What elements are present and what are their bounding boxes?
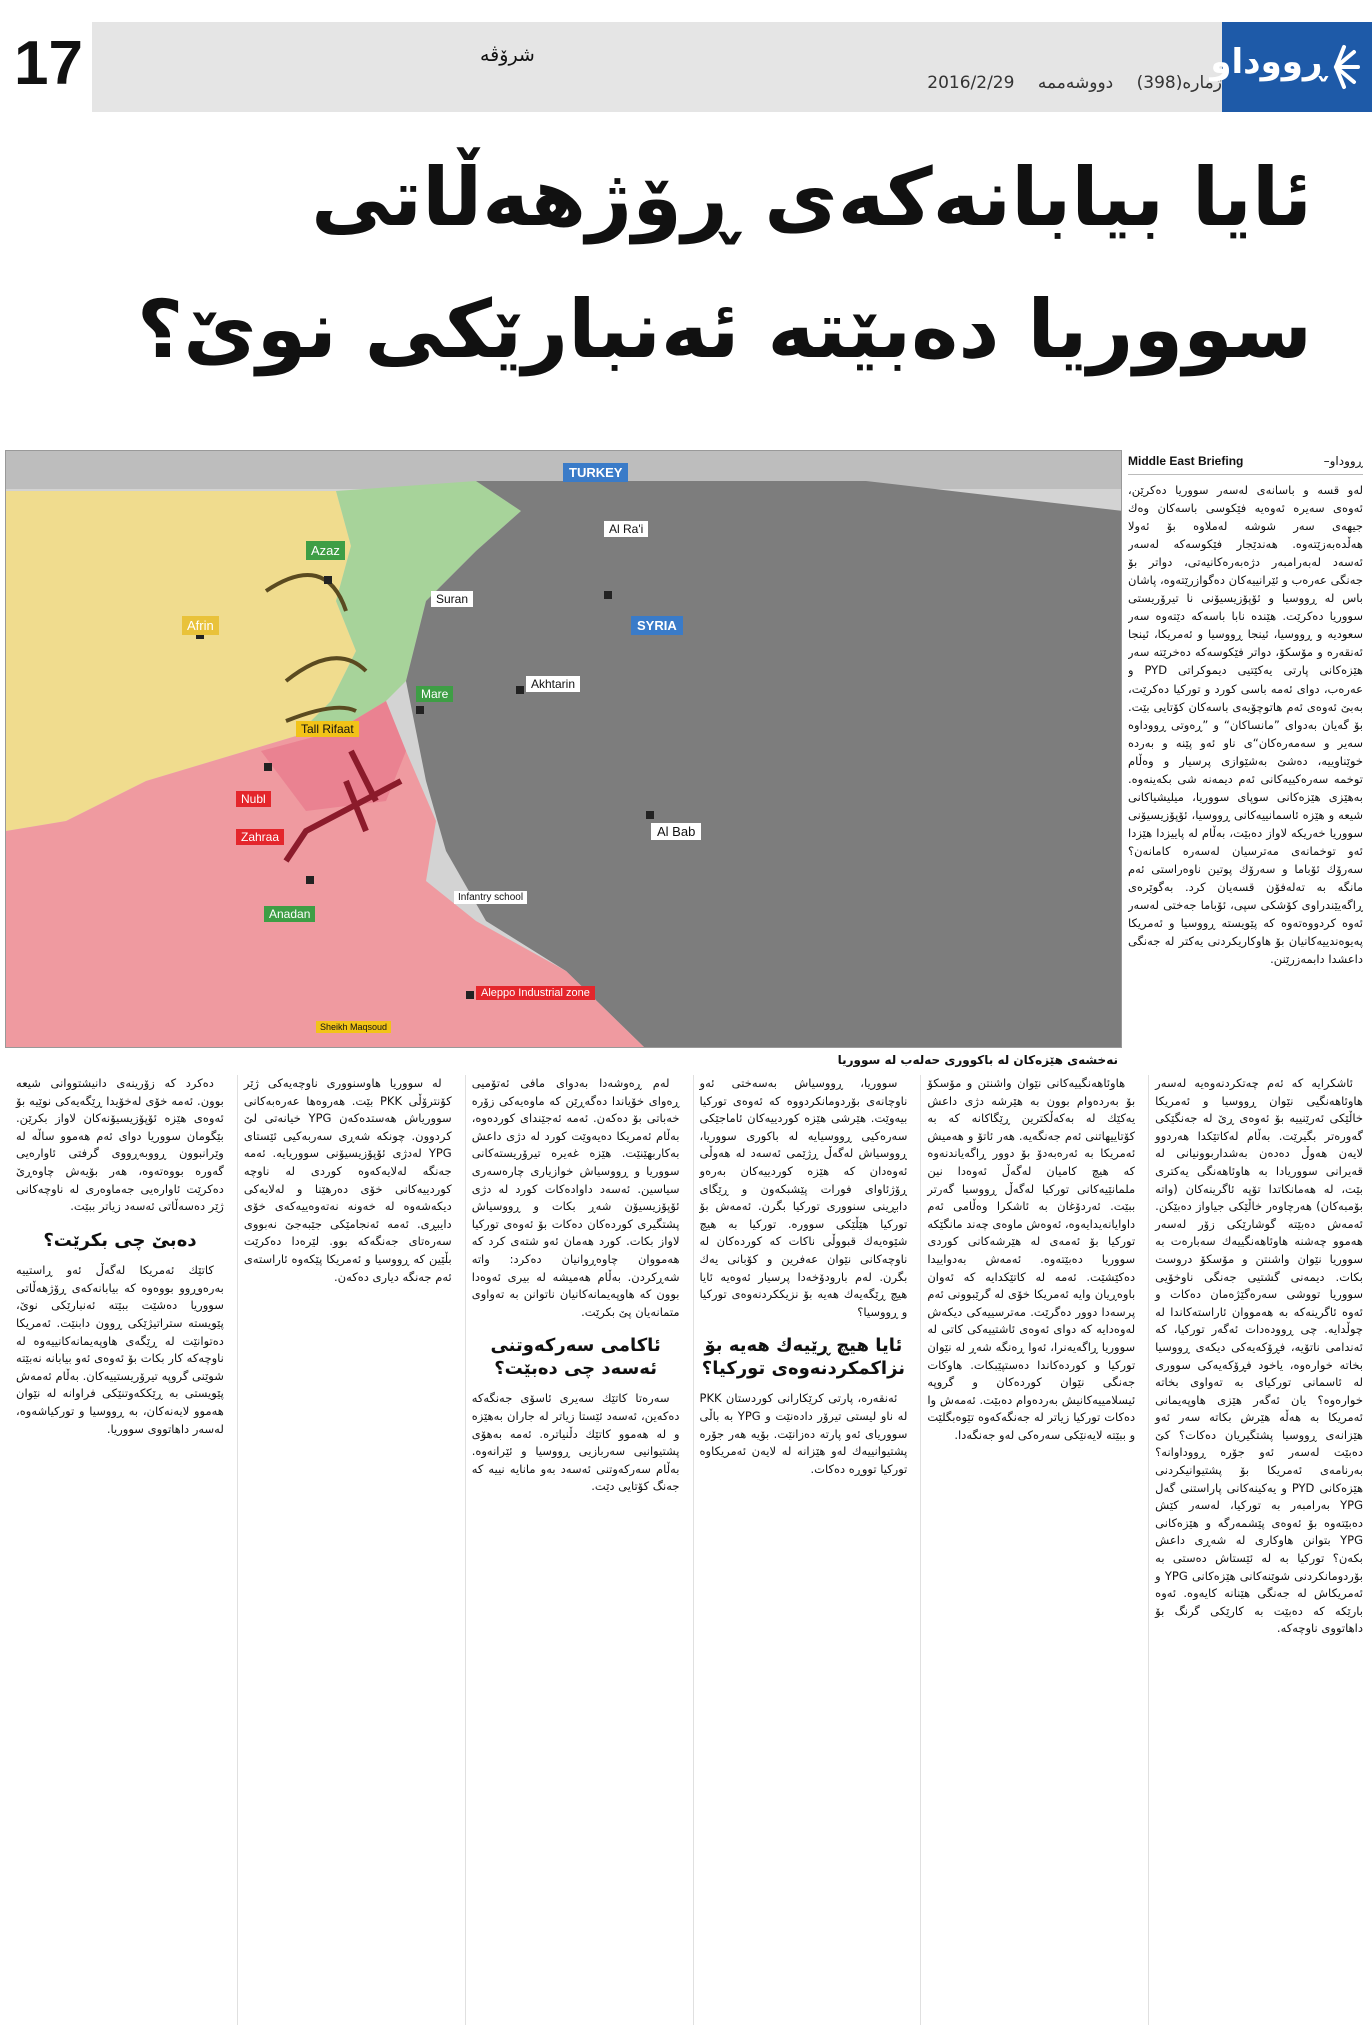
author-label: ڕووداو– bbox=[1323, 454, 1363, 468]
article-column-1 bbox=[1148, 1075, 1363, 2025]
subheading: ئایا هیچ ڕێیەك هەیە بۆ نزاكمكردنەوەی توركیا؟ bbox=[701, 1335, 906, 1379]
issue-date: 2016/2/29 bbox=[927, 73, 1015, 93]
paragraph: لە سووریا هاوسنووری ناوچەیەكی ژێر كۆنترۆڵی PKK بێت. هەروەها عەرەبەكانی سووریاش هەستدەكەن YPG خیانەتی لێ كردوون. چونكە شەڕی سەربەكیی ئێستای YPG لەدژی ئۆپۆزیسیۆنی سووریایە. ئەمە جەنگە لەلایەكەوە كوردی لە ناوچە كوردییەكانی خۆی دەرهێنا و لەلایەكی دیكەشەوە لە خەونە نەتەوەییەكەی خۆی دایبڕی. ئەمە ئەنجامێكی جێبەجێ نەبووی سەرەتای جەنگەكە بوو. لێرەدا دەكرێت بڵێین كە ڕووسیا و ئەمریكا پێكەوە ئاراستەی ئەم جەنگە دیاری دەكەن. bbox=[243, 1076, 452, 1284]
page-number: 17 bbox=[14, 29, 83, 98]
map-label-afrin: Afrin bbox=[182, 616, 219, 635]
article-column-3 bbox=[693, 1075, 908, 2025]
map-label-akhtarin: Akhtarin bbox=[526, 676, 580, 692]
map-label-turkey: TURKEY bbox=[563, 463, 628, 482]
paragraph: دەكرد كە زۆرینەی دانیشتووانی شیعە بوون. ئەمە خۆی لەخۆیدا ڕێگەیەكی نوێیە بۆ ئەوەی هێزە ئۆپۆزیسیۆنەكان لاواز بكرێن. بێگومان سووریا دوای ئەم هەموو ساڵە لە وێرانبوون ڕووبەڕووی گرفتی ئاوارەیی گەورە بووەتەوە، هەر بۆیەش چاوەڕێ دەكرێت ئاوارەیی جەماوەری لە ناوچەكانی ژێر دەسەڵاتی ئەسەد زیاتر ببێت. bbox=[16, 1076, 224, 1214]
map-caption: نەخشەی هێزەكان لە باكووری حەلەب لە سووریا bbox=[837, 1053, 1118, 1067]
map-figure bbox=[5, 450, 1122, 1048]
map-label-al-rai: Al Ra'i bbox=[604, 521, 648, 537]
paragraph: هاوئاهەنگییەكانی نێوان واشنتن و مۆسكۆ بۆ بەردەوام بوون بە هێرشە دژی داعش یەكێك لە بەكەڵكترین ڕێگاكانە كە بە كۆتاییهاتنی ئەم جەنگەیە. هەر ئاتۆ و هەمیش ئەمریكا بە ئەرەبەدۆ بۆ دوور ڕاگەیاندنەوە كە هیچ كامیان لەگەڵ ئەوەدا نین ملمانێیەكانی توركیا لەگەڵ ڕووسیا گەرتر ببێت. ئەردۆغان بە ئاشكرا وەڵامی ئەم داوایانەیدایەوە، ئەوەش ماوەی چەند مانگێكە توركیا بۆ ئەمەی لە هێرشەكانی كوردی سووریا دەبێتەوە. ئەمەش بەدواییدا دەكێشێت. ئەمە لە كاتێكدایە كە ئەوان باوەڕیان وایە ئەمریكا خۆی لە گرێبوونی ئەم پرسەدا دوور دەگرێت. مەترسییەكی دیكەش لەوەدایە كە دوای ئەوەی ئاشتییەكی كاتی لە سووریا ڕاگەیەنرا، ئەوا ڕەنگە شەڕ لە نێوان توركیا و كوردەكاندا دەستپێبكات. هاوكات جەنگی نێوان كوردەكان و گروپە ئیسلامییەكانیش بەردەوام دەبێت. ئەمەش وا دەكات توركیا زیاتر لە جەنگەكەوە تێوەبگلێت و ببێتە لایەنێكی سەرەكی لەو جەنگەدا. bbox=[927, 1076, 1136, 1442]
rudaw-logo bbox=[1210, 22, 1372, 112]
subheading: دەبێ چی بكرێت؟ bbox=[43, 1229, 197, 1251]
map-label-infantry-school: Infantry school bbox=[454, 891, 527, 904]
headline-line-1: ئایا بیابانەكەی ڕۆژهەڵاتی bbox=[311, 151, 1312, 244]
article-column-6 bbox=[10, 1075, 224, 2025]
sunburst-icon bbox=[1328, 44, 1364, 90]
article-column-4 bbox=[465, 1075, 680, 2025]
map-label-zahraa: Zahraa bbox=[236, 829, 284, 845]
map-label-azaz: Azaz bbox=[306, 541, 345, 560]
section-label: شرۆڤە bbox=[480, 44, 535, 66]
map-label-suran: Suran bbox=[431, 591, 473, 607]
intro-column bbox=[1128, 450, 1363, 1048]
source-label: Middle East Briefing bbox=[1128, 454, 1244, 468]
map-label-anadan: Anadan bbox=[264, 906, 315, 922]
logo-text: ڕووداو bbox=[1210, 42, 1326, 82]
paragraph: ئاشكرایە كە ئەم چەتكردنەوەیە لەسەر هاوئاهەنگیی نێوان ڕووسیا و ئەمریكا خاڵێكی ئەرێنییە بۆ ئەوەی ڕێ لە جەنگێكی گەورەتر بگیرێت. بەڵام لەكاتێكدا هەردوو لایەن هەوڵ دەدەن بەشداربوونیانی لە قەیرانی سووریادا بە هاوئاهەنگی یەكتری بێت، لە هەمانكاتدا تۆپە ئاگرینەكان (واتە بۆمبەكان) هەرچاوەر خاڵێكی جیاواز دەبێكن. ئەمەش دەبێتە گوشارێكی زۆر لەسەر هەموو چەشنە هاوئاهەنگییەك سەبارەت بە سووریا نێوان واشنتن و مۆسكۆ دروست بكات. دیمەنی گشتیی جەنگی ناوخۆیی سووریا تووشی سەرەگێژەمان دەكات و ئەوە ئاگرینەكە بە هەمووان ئاراستەكاندا لە چوڵدایە. چی ڕوودەدات ئەگەر توركیا، كە ئەندامی ناتۆیە، فڕۆكەیەكی دیكەی ڕووسیا بخاتە خوارەوە، یاخود فڕۆكەیەكی سووری لە ئاسمانی توركیای بە تەواوی بخاتە خوارەوە؟ یان ئەگەر هێزی هاوپەیمانی ئەمریكا بە هەڵە هێرش بكاتە سەر ئەو هێزانەی ڕووسیا پشتگیریان دەكات؟ كێ دەبێت لەسەر ئەو جۆرە ڕووداوانە؟ بەرنامەی ئەمریكا بۆ پشتیوانیكردنی هێزەكانی PYD و یەكینەكانی پاراستنی گەل YPG بەرامبەر بە توركیا، لەسەر كێش دەبێتەوە بۆ ئەوەی پێشمەرگە و هێزەكانی YPG بتوانن هاوكاری لە شەڕی داعش بكەن؟ توركیا بە لە ئێستاش دەستی بە بۆردومانكردنی شوێنەكانی هێزەكانی YPG و ئەمریكاش لە جەنگی هێنانە كایەوە. ئەوە بارێكە كە دەبێت بە كارێكی گرنگ بۆ داهاتووی ناوچەكە. bbox=[1155, 1076, 1363, 1636]
map-canvas bbox=[6, 451, 1122, 1048]
issue-weekday: دووشەممە bbox=[1037, 73, 1114, 93]
article-columns bbox=[10, 1075, 1363, 2025]
map-label-tall-rifaat: Tall Rifaat bbox=[296, 721, 359, 737]
paragraph: ئەنقەرە، پارتی كرێكارانی كوردستان PKK لە ناو لیستی تیرۆر دادەنێت و YPG بە باڵی سووریای ئەو پارتە دەزانێت. بۆیە هەر جۆرە پشتیوانییەك لەو هێزانە لە لایەن ئەمریكاوە توركیا تووڕە دەكات. bbox=[699, 1391, 908, 1476]
masthead bbox=[0, 0, 1372, 120]
byline bbox=[1128, 450, 1363, 475]
map-label-nubl: Nubl bbox=[236, 791, 271, 807]
headline-line-2: سووریا دەبێتە ئەنبارێكی نوێ؟ bbox=[136, 283, 1312, 376]
map-label-sheikh-maqsoud: Sheikh Maqsoud bbox=[316, 1021, 391, 1033]
issue-number: ژمارە(398) bbox=[1136, 73, 1222, 93]
paragraph: سووریا، ڕووسیاش بەسەختی ئەو ناوچانەی بۆردومانكردووە كە ئەوەی توركیا بیەوێت. هێرشی هێزە كوردییەكان ئاماجێكی سەرەكیی ڕووسیایە لە باكوری سووریا، ڕووسیاش لەگەڵ ڕژێمی ئەسەد لە هەوڵی ئەوەدان كە هێزە كوردییەكان بەرەو ڕۆژئاوای فورات پێشبكەون و ڕێگای دابڕینی سنووری توركیا بگرن. ئەمەش بۆ توركیا هێڵێكی سوورە. توركیا بە هیچ شێوەیەك قبووڵی ناكات كە كوردەكان لە ناوچەكانی نێوان عەفرین و كۆبانی یەك بگرن. لەم بارودۆخەدا پرسیار ئەوەیە ئایا هیچ ڕێگەیەك هەیە بۆ نزیككردنەوەی توركیا و ڕووسیا؟ bbox=[699, 1076, 908, 1319]
map-label-mare: Mare bbox=[416, 686, 453, 702]
map-label-aleppo-industrial: Aleppo Industrial zone bbox=[476, 986, 595, 1000]
article-column-5 bbox=[237, 1075, 452, 2025]
masthead-bar bbox=[92, 22, 1292, 112]
map-label-al-bab: Al Bab bbox=[651, 823, 701, 840]
subheading: ئاكامی سەركەوتنی ئەسەد چی دەبێت؟ bbox=[490, 1335, 661, 1379]
paragraph: لەم ڕەوشەدا بەدوای مافی ئەتۆمیی ڕەوای خۆیاندا دەگەڕێن كە ماوەیەكی زۆرە خەباتی بۆ دەكەن. ئەمە ئەجێندای كوردەوە، بەڵام ئەمریكا دەیەوێت كورد لە دژی داعش بەكاربهێنێت. هێزە غەیرە تیرۆریستەكانی سووریا و ڕووسیاش خوازیاری چارەسەری سیاسین. ئەسەد داوادەكات كورد لە دژی ئۆپۆزیسیۆن شەڕ بكات و ڕووسیاش پشتگیری كوردەكان دەكات بۆ ئەوەی توركیا لاواز بكات. كورد هەمان ئەو شتەی كرد كە هەمووان چاوەڕوانیان دەكرد: واتە شەڕكردن. بەڵام هەمیشە لە بیری ئەوەدا بوون كە هاوپەیمانەكانیان ناتوانن بە تەواوی متمانەیان پێ بكرێت. bbox=[471, 1076, 680, 1319]
map-label-syria: SYRIA bbox=[631, 616, 683, 635]
article-column-2 bbox=[920, 1075, 1135, 2025]
paragraph: سەرەتا كاتێك سەیری ئاسۆی جەنگەكە دەكەین، ئەسەد ئێستا زیاتر لە جاران بەهێزە و لە هەموو كاتێك دڵنیاترە. ئەمە بەهۆی پشتیوانیی سەربازیی ڕووسیا و ئێرانەوە. بەڵام سەركەوتنی ئەسەد بەو مانایە نییە كە جەنگ كۆتایی دێت. bbox=[471, 1391, 680, 1494]
issue-line bbox=[909, 73, 1222, 93]
intro-text: لەو قسە و باسانەی لەسەر سووریا دەكرێن، ئەوەی سەیرە ئەوەیە فێكوسی باسەكان وەك جیهەی سەر شوشە لەملاوە بۆ ئەولا هەڵدەبەزێتەوە. هەندێجار فێكوسەكە لەسەر ئەسەد لەبەرامبەر دژەبەرەكانیەتی، دواتر بۆ جەنگی عەرەب و ئێرانییەكان دەگوازرێتەوە، پاشان باس لە ڕووسیا و ئۆپۆزیسیۆنی نا تیرۆریستی سووریا دەكرێت. هێندە نابا باسەكە دێتەوە سەر سعودیە و ڕووسیا، ئینجا ڕووسیا و ئەمریكا، ئینجا ئەنقەرە و مۆسكۆ، دواتر فێكوسەكە دەخرێتە سەر هێزەكانی پارتی یەكێتیی دیموكراتی PYD و عەرەب، دوای ئەمە باسی كورد و توركیا دەكرێت، بەبێ ئەوەی ئەم هاتوچۆیەی باسەكان كۆتایی بێت. بۆ گەیان بەدوای ”مانساكان“ و ”ڕەوتی ڕووداوە سەیر و سەمەرەكان“ی ناو ئەو پێنە و بەردە خوێناوییە، دەشێ بەشێوازی پرسیار و وەڵام توخمە سەرەكییەكانی ئەم دیمەنە شی بكەینەوە. بەهێزی هێزەكانی سوپای سووریا، میلیشیاكانی شیعە و هێزە ئاسمانییەكانی ڕووسیا، ئۆپۆزیسیۆنی سووریا خەریكە لاواز دەبێت، بەڵام لە پاییزدا هێزدا ئەو توخمانەی مەترسیان لەسەرە كامانەن؟ سەرۆك ئۆباما و سەرۆك پوتین ناوەراستی ئەم مانگە بە تەلەفۆن قسەیان كرد. بەگوێرەی ڕاگەیێندراوی كۆشكی سپی، ئۆباما جەختی لەسەر ئەوە كردووەتەوە كە پێویستە ڕووسیا و ئەمریكا پەیوەندییەكانیان بۆ هاوكاریكردنی یەكتر لە جەنگی داعشدا دابمەزرێنن. bbox=[1128, 483, 1363, 967]
paragraph: كاتێك ئەمریكا لەگەڵ ئەو ڕاستییە بەرەوڕوو بووەوە كە بیابانەكەی ڕۆژهەڵاتی سووریا دەشێت ببێتە ئەنبارێكی نوێ، پێویستە ستراتیژێكی ڕوون دابنێت. ئەمریكا دەتوانێت لە ڕێگەی هاوپەیمانەكانییەوە لە ناوچەكە كار بكات بۆ ئەوەی ئەو بیابانە نەبێتە شوێنی گروپە تیرۆریستییەكان. بەڵام ئەمەش پێویستی بە ڕێككەوتنێكی فراوانە لە نێوان هەموو لایەنەكان، بە ڕووسیا و توركیاشەوە، لەسەر داهاتووی سووریا. bbox=[16, 1263, 224, 1436]
